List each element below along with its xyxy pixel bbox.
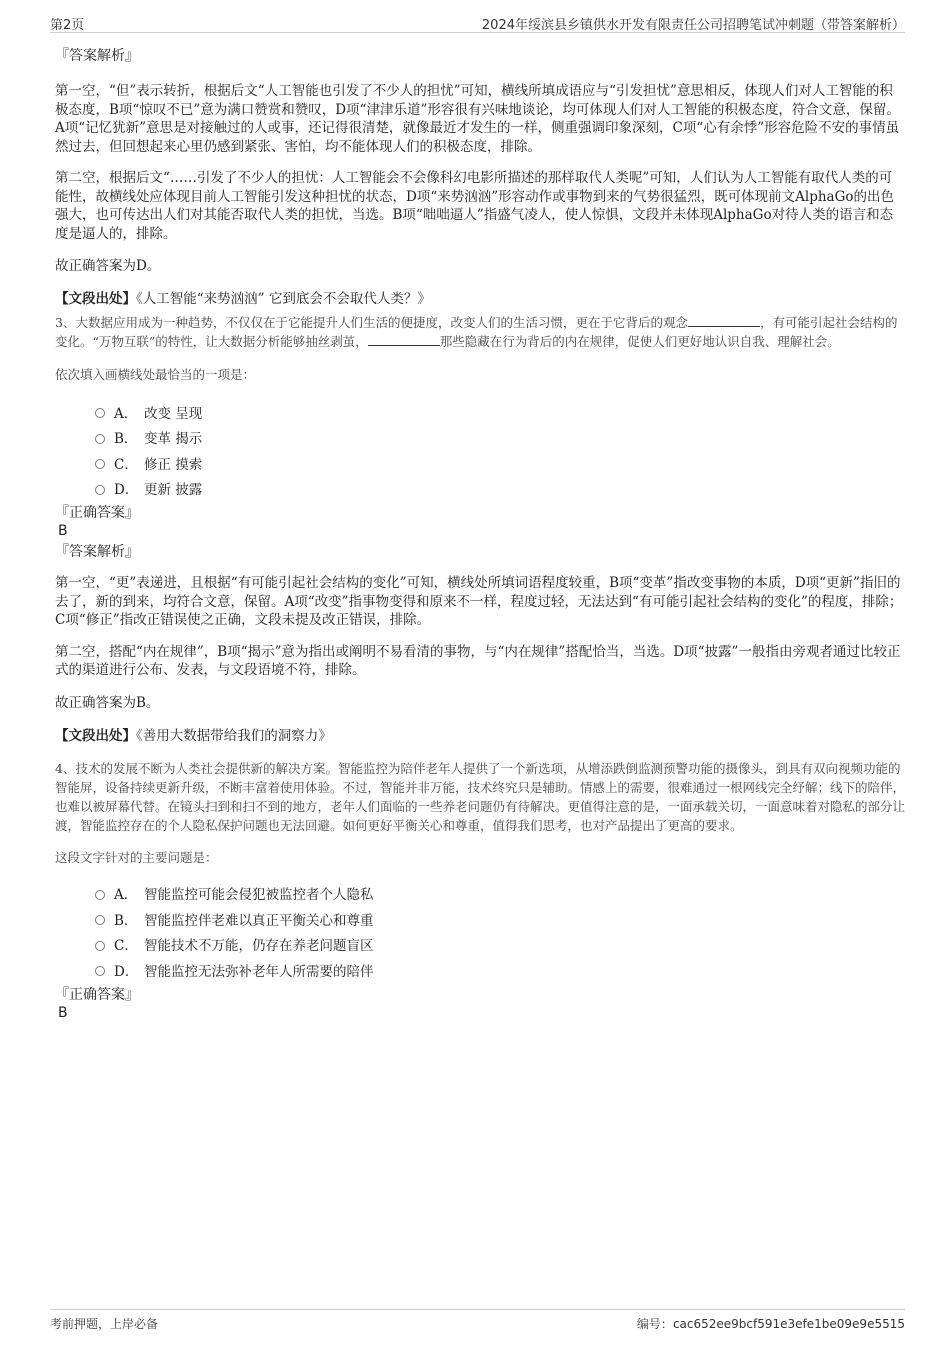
page-header (50, 14, 905, 33)
radio-icon[interactable] (95, 890, 105, 900)
q3-answer-value: B (58, 523, 68, 539)
source-label: 【文段出处】 (55, 728, 136, 744)
q3-conclusion: 故正确答案为B。 (55, 694, 160, 711)
q3-option-d[interactable]: D． 更新 披露 (95, 476, 905, 502)
q3-text-part1: 3、大数据应用成为一种趋势，不仅仅在于它能提升人们生活的便捷度，改变人们的生活习惯，更在于它背后的观念 (55, 315, 688, 330)
q4-question-text: 4、技术的发展不断为人类社会提供新的解决方案。智能监控为陪伴老年人提供了一个新选项，从增添跌倒监测预警功能的摄像头，到具有双向视频功能的智能屏，设备持续更新升级，不断丰富着使用体验。不过，智能并非万能，技术终究只是辅助。情感上的需要，很难通过一根网线完全纾解；线下的陪伴，也难以被屏幕代替。在镜头扫到和扫不到的地方，老年人们面临的一些养老问题仍有待解决。更值得注意的是，一面承载关切，一面意味着对隐私的部分让渡，智能监控存在的个人隐私保护问题也无法回避。如何更好平衡关心和尊重，值得我们思考，也对产品提出了更高的要求。 (55, 760, 906, 833)
q3-blank-1 (688, 313, 760, 327)
code-value: cac652ee9bcf591e3efe1be09e9e5515 (672, 1317, 905, 1331)
q4-option-d[interactable]: D． 智能监控无法弥补老年人所需要的陪伴 (95, 957, 905, 983)
q4-options (95, 881, 905, 983)
radio-icon[interactable] (95, 915, 105, 925)
radio-icon[interactable] (95, 485, 105, 495)
q2-analysis-p1: 第一空，“但”表示转折，根据后文“人工智能也引发了不少人的担忧”可知，横线所填成语应与“引发担忧”意思相反，体现人们对人工智能的积极态度，B项“惊叹不已”意为满口赞赏和赞叹，D项“津津乐道”形容很有兴味地谈论，均可体现人们对人工智能的积极态度，符合文意，保留。A项“记忆犹新”意思是对接触过的人或事，还记得很清楚，就像最近才发生的一样，侧重强调印象深刻，C项“心有余悸”形容危险不安的事情虽然过去，但回想起来心里仍感到紧张、害怕，均不能体现人们的积极态度，排除。 (55, 83, 900, 155)
document-code (637, 1315, 905, 1332)
q2-analysis-p2: 第二空，根据后文“……引发了不少人的担忧：人工智能会不会像科幻电影所描述的那样取代人类呢”可知，人们认为人工智能有取代人类的可能性，故横线处应体现目前人工智能引发这种担忧的状态，D项“来势汹汹”形容动作或事物到来的气势很猛烈，既可体现前文AlphaGo的出色强大，也可传达出人们对其能否取代人类的担忧，当选。B项“咄咄逼人”指盛气凌人，使人惊惧，文段并未体现AlphaGo对待人类的语言和态度是逼人的，排除。 (55, 170, 894, 242)
q3-text-part2: ，有可能引起社会结构的变化。“万物互联”的特性，让大数据分析能够抽丝剥茧， (55, 315, 898, 349)
q3-option-b[interactable]: B． 变革 揭示 (95, 425, 905, 451)
q4-answer-label: 『正确答案』 (55, 986, 139, 1003)
q3-text-part3: 那些隐藏在行为背后的内在规律，促使人们更好地认识自我、理解社会。 (439, 334, 840, 349)
q3-source (55, 727, 905, 746)
q3-answer-label: 『正确答案』 (55, 505, 139, 521)
page-footer (50, 1309, 905, 1332)
q2-analysis-label: 『答案解析』 (55, 48, 139, 64)
q3-options (95, 399, 905, 501)
q3-analysis-label: 『答案解析』 (55, 544, 139, 560)
q3-analysis-p1: 第一空，“更”表递进，且根据“有可能引起社会结构的变化”可知，横线处所填词语程度较重，B项“变革”指改变事物的本质，D项“更新”指旧的去了，新的到来，均符合文意，保留。A项“改变”指事物变得和原来不一样，程度过轻，无法达到“有可能引起社会结构的变化”的程度，排除；C项“修正”指改正错误使之正确，文段未提及改正错误，排除。 (55, 575, 903, 628)
document-title: 2024年绥滨县乡镇供水开发有限责任公司招聘笔试冲刺题（带答案解析） (481, 18, 905, 33)
source-label: 【文段出处】 (55, 290, 136, 307)
q3-prompt: 依次填入画横线处最恰当的一项是： (55, 367, 256, 382)
q4-prompt: 这段文字针对的主要问题是： (55, 849, 218, 865)
q4-option-a[interactable]: A． 智能监控可能会侵犯被监控者个人隐私 (95, 881, 905, 907)
code-label: 编号： (636, 1317, 673, 1331)
main-content (55, 44, 905, 1022)
q4-option-b[interactable]: B． 智能监控伴老难以真正平衡关心和尊重 (95, 906, 905, 932)
q2-source (55, 290, 905, 309)
footer-slogan: 考前押题，上岸必备 (50, 1317, 159, 1331)
q2-source-title: 《人工智能“来势汹汹” 它到底会不会取代人类？》 (136, 290, 431, 307)
q3-question-text (55, 313, 905, 351)
radio-icon[interactable] (95, 966, 105, 976)
page-number: 第2页 (50, 18, 85, 33)
q3-option-c[interactable]: C． 修正 摸索 (95, 450, 905, 476)
q2-conclusion: 故正确答案为D。 (55, 258, 161, 274)
q3-analysis-p2: 第二空，搭配“内在规律”，B项“揭示”意为指出或阐明不易看清的事物，与“内在规律”搭配恰当，当选。D项“披露”一般指由旁观者通过比较正式的渠道进行公布、发表，与文段语境不符，排除。 (55, 643, 901, 678)
radio-icon[interactable] (95, 459, 105, 469)
radio-icon[interactable] (95, 434, 105, 444)
q4-answer-value: B (58, 1004, 68, 1021)
q3-blank-2 (368, 332, 440, 346)
q3-source-title: 《善用大数据带给我们的洞察力》 (136, 728, 332, 744)
radio-icon[interactable] (95, 408, 105, 418)
q3-option-a[interactable]: A． 改变 呈现 (95, 399, 905, 425)
q4-option-c[interactable]: C． 智能技术不万能，仍存在养老问题盲区 (95, 932, 905, 958)
radio-icon[interactable] (95, 941, 105, 951)
